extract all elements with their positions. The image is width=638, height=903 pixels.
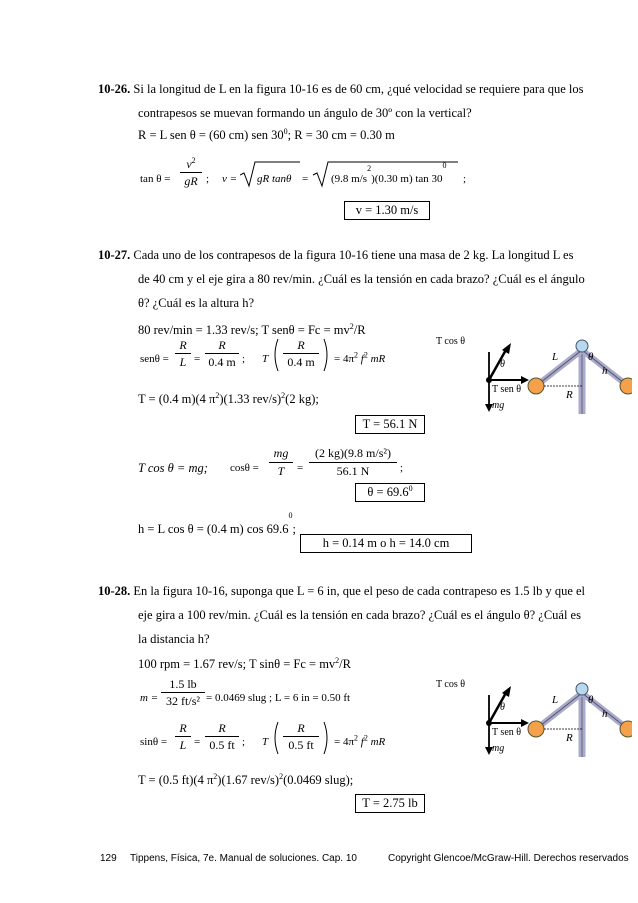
question-text: Cada uno de los contrapesos de la figura 10-16 tiene una masa de 2 kg. La longitud L es [133,248,574,262]
problem-10-26-equation-r: R = L sen θ = (60 cm) sen $30^0$; R = 30 cm = 0.30 m [138,126,395,142]
t-f-den: 0.5 ft [288,738,314,752]
t-equation: T = (0.4 m)(4 $\pi^2)(1.33$ rev/s)$^2$(2 kg); [138,390,319,406]
tan-lhs: tan θ = [140,173,171,185]
fraction-bar [205,736,239,737]
answer-box-h: h = 0.14 m o h = 14.0 cm [300,534,472,553]
weight-circle-right [620,721,632,737]
label-L: L [552,694,559,706]
sin-f2-num: R [218,721,226,735]
t-rhs: = $4\pi^2$ $f^2$ mR [334,733,386,748]
t-equation: T = (0.5 ft)(4 $\pi^2)(1.67$ rev/s)$^2$(0.0469 slug); [138,771,354,787]
label-theta: θ [588,694,594,706]
t-f-den: 0.4 m [287,355,315,369]
label-mg: mg [492,400,505,411]
footer-page-number: 129 [100,853,117,864]
sen-lhs: senθ = [140,353,169,365]
t-lhs: T [262,353,269,365]
label-L: L [552,351,559,363]
m-num: 1.5 lb [169,677,197,691]
problem-10-27-equation-rev: 80 rev/min = 1.33 rev/s; T $sen\theta = Fc = mv^2/R$ [138,321,366,337]
fraction-bar [180,172,202,173]
fraction-bar [309,462,397,463]
question-text: Si la longitud de L en la figura 10-16 es de 60 cm, ¿qué velocidad se requiere para que los [133,82,584,96]
v-radicand-2: (9.8 $m/s^2)(0.30$ m) $\tan 30^0$ [331,161,447,185]
tan-numerator: $v^2$ [186,156,196,171]
label-t-sen: T sen θ [492,727,522,738]
t-lhs: T [262,736,269,748]
weight-circle-right [620,378,632,394]
weight-circle-left [528,721,544,737]
label-t-cos: T cos θ [436,336,466,347]
pivot-circle [576,340,588,352]
fraction-bar [205,353,239,354]
sen-f2-num: R [218,338,226,352]
fraction-bar [175,736,191,737]
t-f-num: R [297,338,305,352]
label-R: R [566,389,573,401]
label-t-sen: T sen θ [492,384,522,395]
fraction-bar [283,353,319,354]
pivot-circle [576,683,588,695]
footer-book-title: Tippens, Física, 7e. Manual de soluciones. Cap. 10 [130,853,357,864]
problem-10-28-question-line2: eje gira a 100 rev/min. ¿Cuál es la tensión en cada brazo? ¿Cuál es el ángulo θ? ¿Cuál es [138,608,581,622]
problem-10-27-question-line3: θ? ¿Cuál es la altura h? [138,296,255,310]
answer-box-theta: $\theta = 69.6^0$ [355,483,425,502]
answer-box-t: T = 2.75 lb [355,794,425,813]
force-diagram-1 [432,322,632,422]
cos-lhs: cosθ = [230,462,259,474]
sin-f1-den: L [179,738,187,752]
v-radicand-1: gR tanθ [257,173,292,185]
sin-f1-num: R [179,721,187,735]
fraction-bar [283,736,319,737]
tan-denominator: gR [184,174,198,188]
problem-10-28-question-line3: la distancia h? [138,632,210,646]
label-theta: θ [500,359,505,370]
label-t-cos: T cos θ [436,679,466,690]
answer-box-t: T = 56.1 N [355,415,425,434]
equals: = [297,462,304,474]
fraction-bar [161,692,205,693]
equals: = [302,173,309,185]
sin-f2-den: 0.5 ft [209,738,235,752]
problem-10-27-question-line1 [98,248,573,263]
cos-f2-den: 56.1 N [336,464,370,478]
label-h: h [602,365,608,377]
cos-f2-num: (2 kg)(9.8 m/s²) [315,446,391,460]
m-rhs: = 0.0469 slug ; L = 6 in = 0.50 ft [206,692,351,704]
t-rhs: = $4\pi^2$ $f^2$ mR [334,350,386,365]
sin-lhs: sinθ = [140,736,168,748]
separator: ; [206,173,210,185]
fraction-bar [175,353,191,354]
h-equation: h = L cos θ = (0.4 m) cos 69.6$^0$; [138,510,296,536]
problem-10-27-question-line2: de 40 cm y el eje gira a 80 rev/min. ¿Cuál es la tensión en cada brazo? ¿Cuál es el ángulo [138,272,585,286]
equals: = [194,736,201,748]
m-den: 32 ft/s² [166,694,200,708]
label-theta: θ [588,351,594,363]
answer-box-v: v = 1.30 m/s [344,201,430,220]
equals: = [194,353,201,365]
sen-f1-den: L [179,355,187,369]
problem-10-28-equation-rpm: 100 rpm = 1.67 rev/s; T $\sin\theta = Fc = mv^2/R$ [138,655,351,671]
m-lhs: m = [140,692,159,704]
label-theta: θ [500,702,505,713]
fraction-bar [269,462,293,463]
separator: ; [463,173,467,185]
force-diagram-2 [432,665,632,765]
problem-number: 10-27. [98,248,131,262]
separator: ; [400,462,404,474]
problem-10-28-question-line1 [98,584,585,599]
t-f-num: R [297,721,305,735]
separator: ; [242,736,246,748]
sen-f1-num: R [179,338,187,352]
cos-f1-num: mg [273,446,289,460]
cos-f1-den: T [277,464,285,478]
label-h: h [602,708,608,720]
problem-10-26-question-line1 [98,82,584,97]
separator: ; [242,353,246,365]
footer-copyright: Copyright Glencoe/McGraw-Hill. Derechos reservados [388,853,629,864]
problem-number: 10-26. [98,82,131,96]
problem-number: 10-28. [98,584,131,598]
weight-circle-left [528,378,544,394]
question-text: En la figura 10-16, suponga que L = 6 in, que el peso de cada contrapeso es 1.5 lb y que el [133,584,586,598]
problem-10-26-question-line2: contrapesos se muevan formando un ángulo de 30º con la vertical? [138,106,472,120]
cos-equation: T cos θ = mg; [138,461,208,475]
sen-f2-den: 0.4 m [208,355,236,369]
v-lhs: v = [222,173,238,185]
label-mg: mg [492,743,505,754]
label-R: R [566,732,573,744]
